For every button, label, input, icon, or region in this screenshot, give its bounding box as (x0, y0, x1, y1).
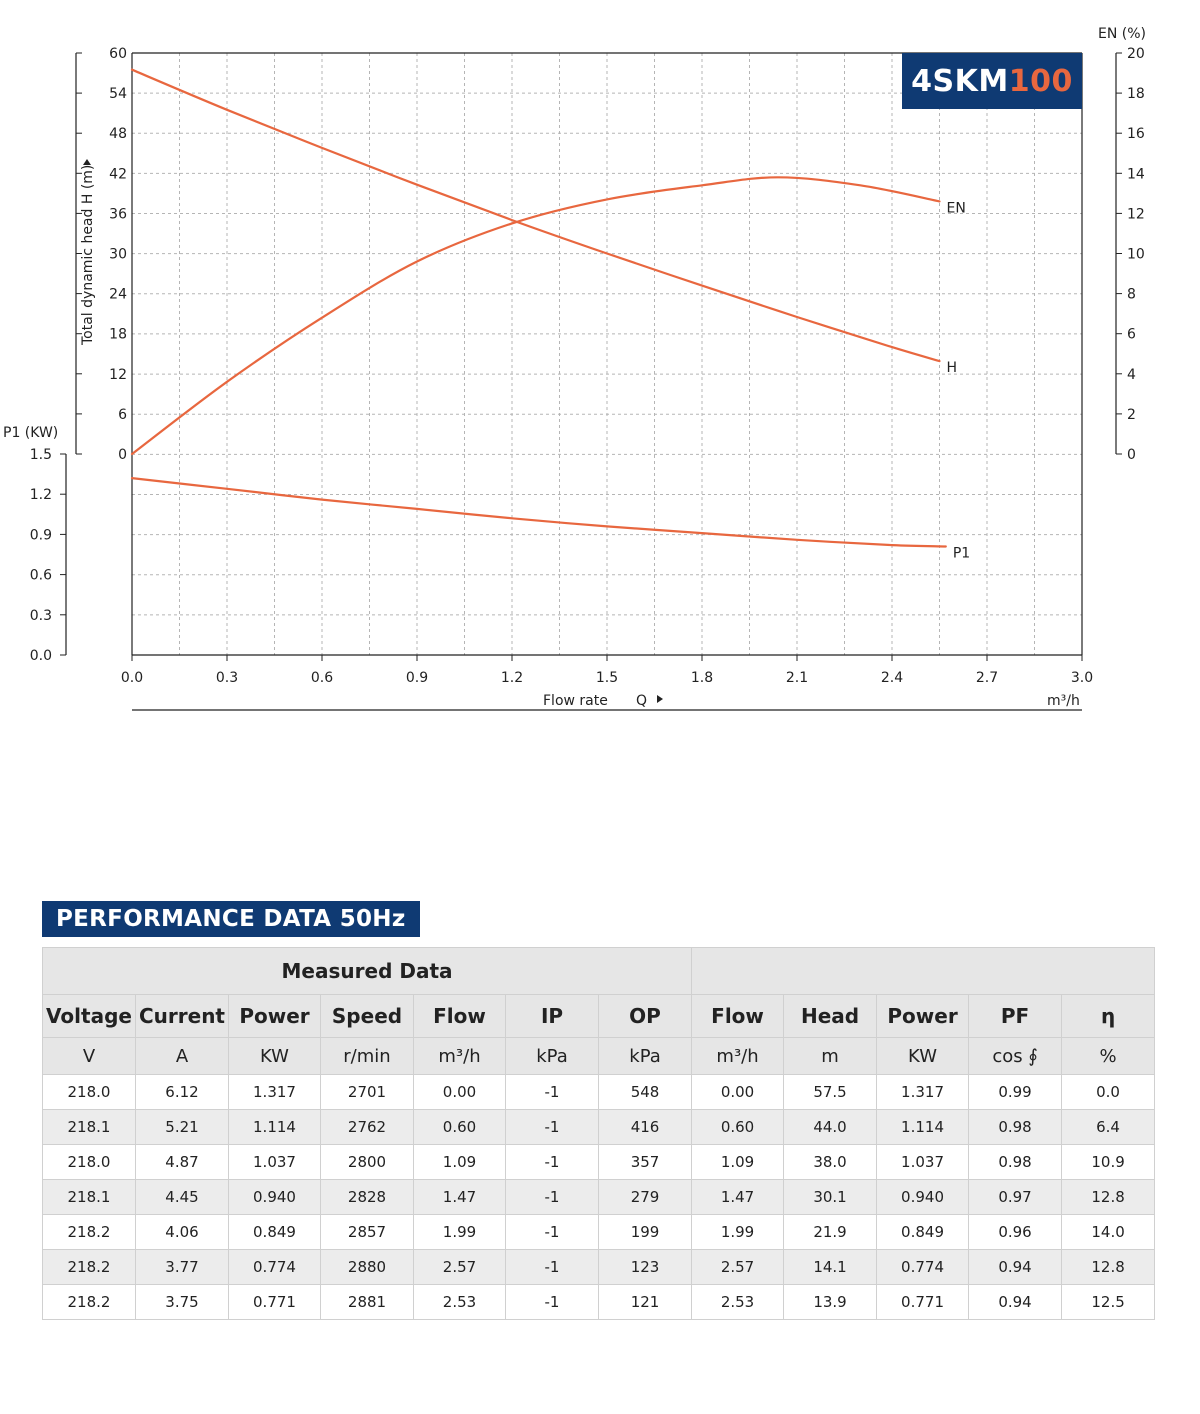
x-axis-symbol: Q (636, 693, 648, 709)
head-tick-label: 60 (109, 46, 127, 62)
table-cell: 0.00 (692, 1075, 784, 1110)
table-cell: 2800 (321, 1145, 414, 1180)
table-cell: 2.53 (414, 1285, 506, 1320)
table-cell: 1.037 (877, 1145, 969, 1180)
table-row (43, 1285, 1155, 1320)
x-axis-title: Flow rate (543, 693, 608, 709)
table-cell: -1 (506, 1285, 599, 1320)
table-cell: 0.60 (692, 1110, 784, 1145)
en-tick-label: 4 (1127, 366, 1136, 383)
table-cell: 14.1 (784, 1250, 877, 1285)
en-tick-label: 2 (1127, 406, 1136, 423)
performance-table (42, 947, 1155, 1320)
table-cell: 416 (599, 1110, 692, 1145)
table-cell: 123 (599, 1250, 692, 1285)
table-cell: 0.849 (229, 1215, 321, 1250)
x-tick-label: 1.2 (500, 670, 524, 686)
table-cell: 0.774 (229, 1250, 321, 1285)
x-tick-label: 2.7 (975, 670, 999, 686)
chart-axes (3, 26, 1146, 710)
x-axis-unit: m³/h (1047, 693, 1080, 709)
table-cell: 4.06 (136, 1215, 229, 1250)
column-unit: m (784, 1038, 877, 1075)
table-cell: 218.2 (43, 1250, 136, 1285)
table-cell: 548 (599, 1075, 692, 1110)
series-h-label: H (946, 360, 958, 377)
series-p1-label: P1 (952, 545, 971, 562)
table-cell: 2828 (321, 1180, 414, 1215)
head-tick-label: 0 (118, 447, 127, 463)
x-tick-label: 0.0 (120, 670, 144, 686)
head-tick-label: 54 (109, 86, 127, 103)
table-cell: 12.8 (1062, 1250, 1155, 1285)
table-cell: 0.98 (969, 1145, 1062, 1180)
column-unit: kPa (506, 1038, 599, 1075)
table-body (43, 1075, 1155, 1320)
table-row (43, 1145, 1155, 1180)
column-unit: % (1062, 1038, 1155, 1075)
head-tick-label: 18 (109, 326, 127, 343)
table-cell: 5.21 (136, 1110, 229, 1145)
table-cell: 10.9 (1062, 1145, 1155, 1180)
table-cell: 1.037 (229, 1145, 321, 1180)
en-axis-title: EN (%) (1098, 26, 1146, 42)
model-prefix: 4SKM (911, 63, 1009, 99)
table-cell: 2.57 (414, 1250, 506, 1285)
table-cell: 0.00 (414, 1075, 506, 1110)
x-tick-label: 2.4 (880, 670, 904, 686)
x-tick-label: 0.6 (310, 670, 334, 686)
en-tick-label: 12 (1127, 206, 1145, 223)
table-cell: 218.2 (43, 1285, 136, 1320)
x-axis-arrow (657, 695, 663, 703)
table-cell: 0.60 (414, 1110, 506, 1145)
head-axis-title: Total dynamic head H (m) (80, 164, 96, 345)
p1-axis-title: P1 (KW) (3, 425, 59, 441)
column-header: Power (877, 995, 969, 1038)
table-cell: 0.0 (1062, 1075, 1155, 1110)
column-unit: kPa (599, 1038, 692, 1075)
chart-ticks (30, 46, 1145, 686)
column-header: Head (784, 995, 877, 1038)
table-cell: 0.771 (877, 1285, 969, 1320)
table-cell: 30.1 (784, 1180, 877, 1215)
column-unit: KW (229, 1038, 321, 1075)
column-header: Power (229, 995, 321, 1038)
table-cell: 199 (599, 1215, 692, 1250)
table-cell: 1.317 (229, 1075, 321, 1110)
table-cell: 218.2 (43, 1215, 136, 1250)
column-unit: r/min (321, 1038, 414, 1075)
series-p1-curve (132, 478, 946, 546)
p1-tick-label: 0.9 (29, 527, 52, 544)
table-cell: 0.774 (877, 1250, 969, 1285)
x-tick-label: 0.9 (405, 670, 429, 686)
en-tick-label: 14 (1127, 166, 1145, 183)
table-cell: 0.940 (877, 1180, 969, 1215)
x-tick-label: 1.5 (595, 670, 619, 686)
group-measured-header: Measured Data (43, 948, 692, 995)
head-tick-label: 6 (118, 406, 127, 423)
table-row (43, 1215, 1155, 1250)
table-cell: -1 (506, 1215, 599, 1250)
head-tick-label: 24 (109, 286, 127, 303)
table-cell: 3.75 (136, 1285, 229, 1320)
column-header: Flow (692, 995, 784, 1038)
table-cell: 57.5 (784, 1075, 877, 1110)
table-cell: 218.1 (43, 1110, 136, 1145)
column-unit: A (136, 1038, 229, 1075)
table-cell: 1.114 (877, 1110, 969, 1145)
table-cell: 218.0 (43, 1075, 136, 1110)
table-cell: 0.99 (969, 1075, 1062, 1110)
column-header: η (1062, 995, 1155, 1038)
column-header: PF (969, 995, 1062, 1038)
table-group-row (43, 948, 1155, 995)
table-cell: 0.94 (969, 1285, 1062, 1320)
column-header: OP (599, 995, 692, 1038)
table-row (43, 1110, 1155, 1145)
table-cell: 1.09 (414, 1145, 506, 1180)
table-cell: 2701 (321, 1075, 414, 1110)
model-number: 100 (1008, 63, 1073, 99)
table-cell: 1.317 (877, 1075, 969, 1110)
head-tick-label: 36 (109, 206, 127, 223)
table-row (43, 1250, 1155, 1285)
table-row (43, 1180, 1155, 1215)
table-row (43, 1075, 1155, 1110)
table-cell: 38.0 (784, 1145, 877, 1180)
table-cell: 4.87 (136, 1145, 229, 1180)
table-cell: -1 (506, 1250, 599, 1285)
table-cell: 1.47 (414, 1180, 506, 1215)
table-cell: 2.53 (692, 1285, 784, 1320)
en-tick-label: 20 (1127, 46, 1145, 62)
table-cell: 218.1 (43, 1180, 136, 1215)
table-cell: 0.771 (229, 1285, 321, 1320)
table-cell: -1 (506, 1145, 599, 1180)
p1-tick-label: 1.2 (29, 487, 52, 504)
table-column-names (43, 995, 1155, 1038)
series-en-curve (132, 177, 940, 454)
performance-title: PERFORMANCE DATA 50Hz (42, 901, 420, 937)
table-column-units (43, 1038, 1155, 1075)
table-cell: 0.96 (969, 1215, 1062, 1250)
model-badge (902, 53, 1082, 109)
column-header: Current (136, 995, 229, 1038)
table-cell: 279 (599, 1180, 692, 1215)
x-tick-label: 0.3 (215, 670, 239, 686)
table-cell: -1 (506, 1075, 599, 1110)
table-cell: 1.47 (692, 1180, 784, 1215)
x-tick-label: 3.0 (1070, 670, 1094, 686)
head-axis-arrow (83, 159, 91, 165)
head-tick-label: 12 (109, 366, 127, 383)
column-header: IP (506, 995, 599, 1038)
en-tick-label: 18 (1127, 86, 1145, 103)
table-cell: 2762 (321, 1110, 414, 1145)
chart-grid (132, 53, 1082, 655)
head-tick-label: 30 (109, 246, 127, 263)
table-cell: 0.97 (969, 1180, 1062, 1215)
table-cell: 0.940 (229, 1180, 321, 1215)
column-unit: m³/h (692, 1038, 784, 1075)
table-cell: -1 (506, 1110, 599, 1145)
table-cell: 2857 (321, 1215, 414, 1250)
table-cell: 21.9 (784, 1215, 877, 1250)
table-cell: 6.12 (136, 1075, 229, 1110)
en-tick-label: 8 (1127, 286, 1136, 303)
x-tick-label: 2.1 (785, 670, 809, 686)
table-cell: 12.8 (1062, 1180, 1155, 1215)
table-cell: 12.5 (1062, 1285, 1155, 1320)
column-unit: KW (877, 1038, 969, 1075)
table-cell: 1.114 (229, 1110, 321, 1145)
table-cell: 0.849 (877, 1215, 969, 1250)
group-computed-header (692, 948, 1155, 995)
table-cell: 44.0 (784, 1110, 877, 1145)
table-cell: 121 (599, 1285, 692, 1320)
p1-tick-label: 0.0 (29, 648, 52, 664)
p1-tick-label: 0.6 (29, 567, 52, 584)
table-cell: 2880 (321, 1250, 414, 1285)
en-tick-label: 0 (1127, 447, 1136, 463)
column-header: Voltage (43, 995, 136, 1038)
table-cell: 2881 (321, 1285, 414, 1320)
column-unit: m³/h (414, 1038, 506, 1075)
series-en-label: EN (946, 200, 966, 217)
en-tick-label: 16 (1127, 126, 1145, 143)
table-cell: 2.57 (692, 1250, 784, 1285)
table-cell: 6.4 (1062, 1110, 1155, 1145)
table-cell: 1.99 (414, 1215, 506, 1250)
table-cell: 4.45 (136, 1180, 229, 1215)
table-cell: 0.98 (969, 1110, 1062, 1145)
table-cell: 218.0 (43, 1145, 136, 1180)
en-tick-label: 10 (1127, 246, 1145, 263)
p1-tick-label: 1.5 (29, 447, 52, 463)
head-tick-label: 48 (109, 126, 127, 143)
en-tick-label: 6 (1127, 326, 1136, 343)
table-cell: 13.9 (784, 1285, 877, 1320)
head-tick-label: 42 (109, 166, 127, 183)
table-cell: 357 (599, 1145, 692, 1180)
table-cell: 3.77 (136, 1250, 229, 1285)
table-cell: 0.94 (969, 1250, 1062, 1285)
p1-tick-label: 0.3 (29, 607, 52, 624)
column-header: Flow (414, 995, 506, 1038)
column-unit: V (43, 1038, 136, 1075)
table-cell: -1 (506, 1180, 599, 1215)
column-unit: cos ∮ (969, 1038, 1062, 1075)
table-cell: 14.0 (1062, 1215, 1155, 1250)
x-tick-label: 1.8 (690, 670, 714, 686)
column-header: Speed (321, 995, 414, 1038)
table-cell: 1.09 (692, 1145, 784, 1180)
table-cell: 1.99 (692, 1215, 784, 1250)
